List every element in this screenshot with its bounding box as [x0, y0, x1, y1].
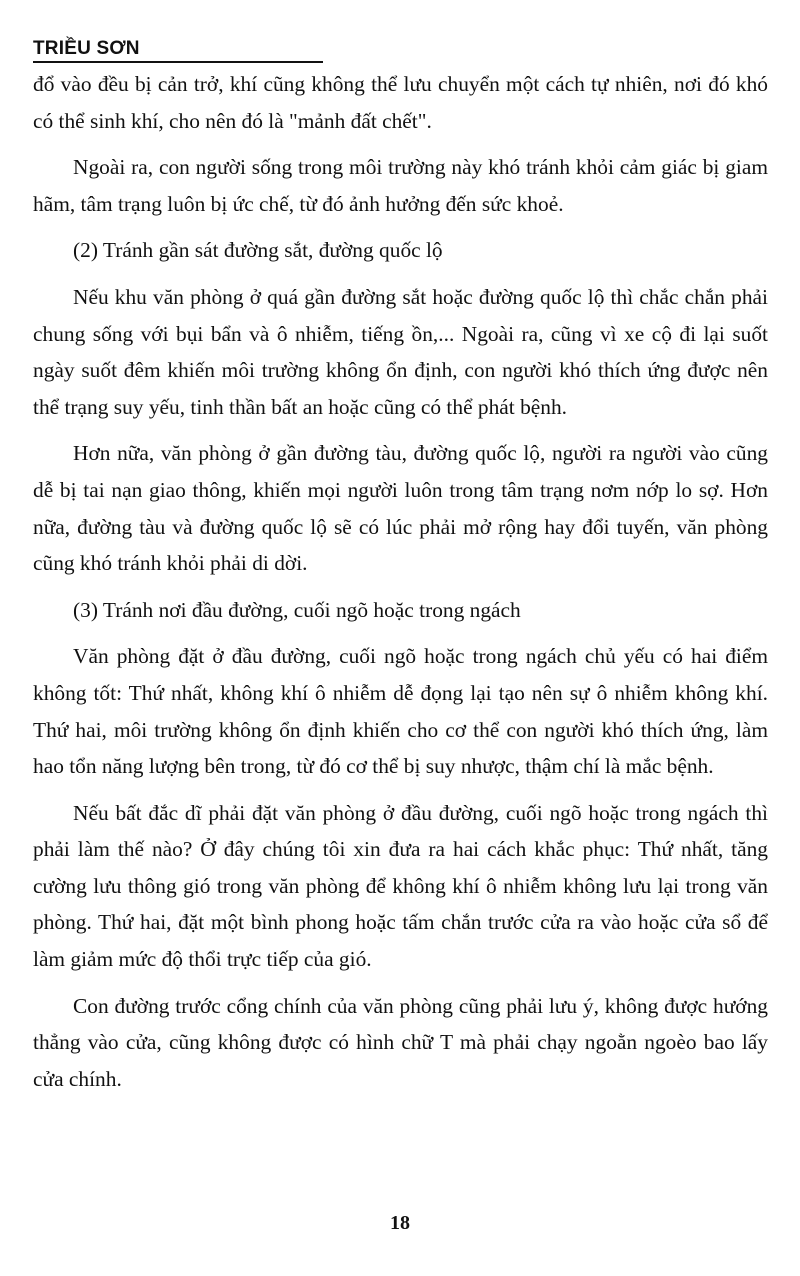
paragraph: Hơn nữa, văn phòng ở gần đường tàu, đường quốc lộ, người ra người vào cũng dễ bị tai nạn giao thông, khiến mọi người luôn trong tâm trạng nơm nớp lo sợ. Hơn nữa, đường tàu và đường quốc lộ sẽ có lúc phải mở rộng hay đổi tuyến, văn phòng cũng khó tránh khỏi phải di dời. [33, 441, 768, 576]
header-title: TRIỀU SƠN [33, 38, 140, 59]
paragraph: Văn phòng đặt ở đầu đường, cuối ngõ hoặc trong ngách chủ yếu có hai điểm không tốt: Thứ nhất, không khí ô nhiễm dễ đọng lại tạo nên sự ô nhiễm không khí. Thứ hai, môi trường không ổn định khiến cho cơ thể con người khó thích ứng, làm hao tổn năng lượng bên trong, từ đó cơ thể bị suy nhược, thậm chí là mắc bệnh. [33, 644, 768, 779]
paragraph: Nếu khu văn phòng ở quá gần đường sắt hoặc đường quốc lộ thì chắc chắn phải chung sống với bụi bẩn và ô nhiễm, tiếng ồn,... Ngoài ra, cũng vì xe cộ đi lại suốt ngày suốt đêm khiến môi trường không ổn định, con người khó thích ứng được nên thể trạng suy yếu, tinh thần bất an hoặc cũng có thể phát bệnh. [33, 284, 768, 419]
page-number: 18 [390, 1212, 410, 1234]
paragraph-continuation: đổ vào đều bị cản trở, khí cũng không thể lưu chuyển một cách tự nhiên, nơi đó khó có thể sinh khí, cho nên đó là "mảnh đất chết". [33, 72, 768, 133]
section-heading-2: (2) Tránh gần sát đường sắt, đường quốc lộ [73, 238, 443, 263]
page-body [33, 66, 768, 1107]
running-header [33, 38, 323, 63]
paragraph: Con đường trước cổng chính của văn phòng cũng phải lưu ý, không được hướng thẳng vào cửa, cũng không được có hình chữ T mà phải chạy ngoằn ngoèo bao lấy cửa chính. [33, 993, 768, 1091]
paragraph: Ngoài ra, con người sống trong môi trường này khó tránh khỏi cảm giác bị giam hãm, tâm trạng luôn bị ức chế, từ đó ảnh hưởng đến sức khoẻ. [33, 155, 768, 216]
paragraph: Nếu bất đắc dĩ phải đặt văn phòng ở đầu đường, cuối ngõ hoặc trong ngách thì phải làm thế nào? Ở đây chúng tôi xin đưa ra hai cách khắc phục: Thứ nhất, tăng cường lưu thông gió trong văn phòng để không khí ô nhiễm không lưu lại trong văn phòng. Thứ hai, đặt một bình phong hoặc tấm chắn trước cửa ra vào hoặc cửa sổ để làm giảm mức độ thổi trực tiếp của gió. [33, 800, 768, 972]
section-heading-3: (3) Tránh nơi đầu đường, cuối ngõ hoặc trong ngách [73, 597, 521, 622]
